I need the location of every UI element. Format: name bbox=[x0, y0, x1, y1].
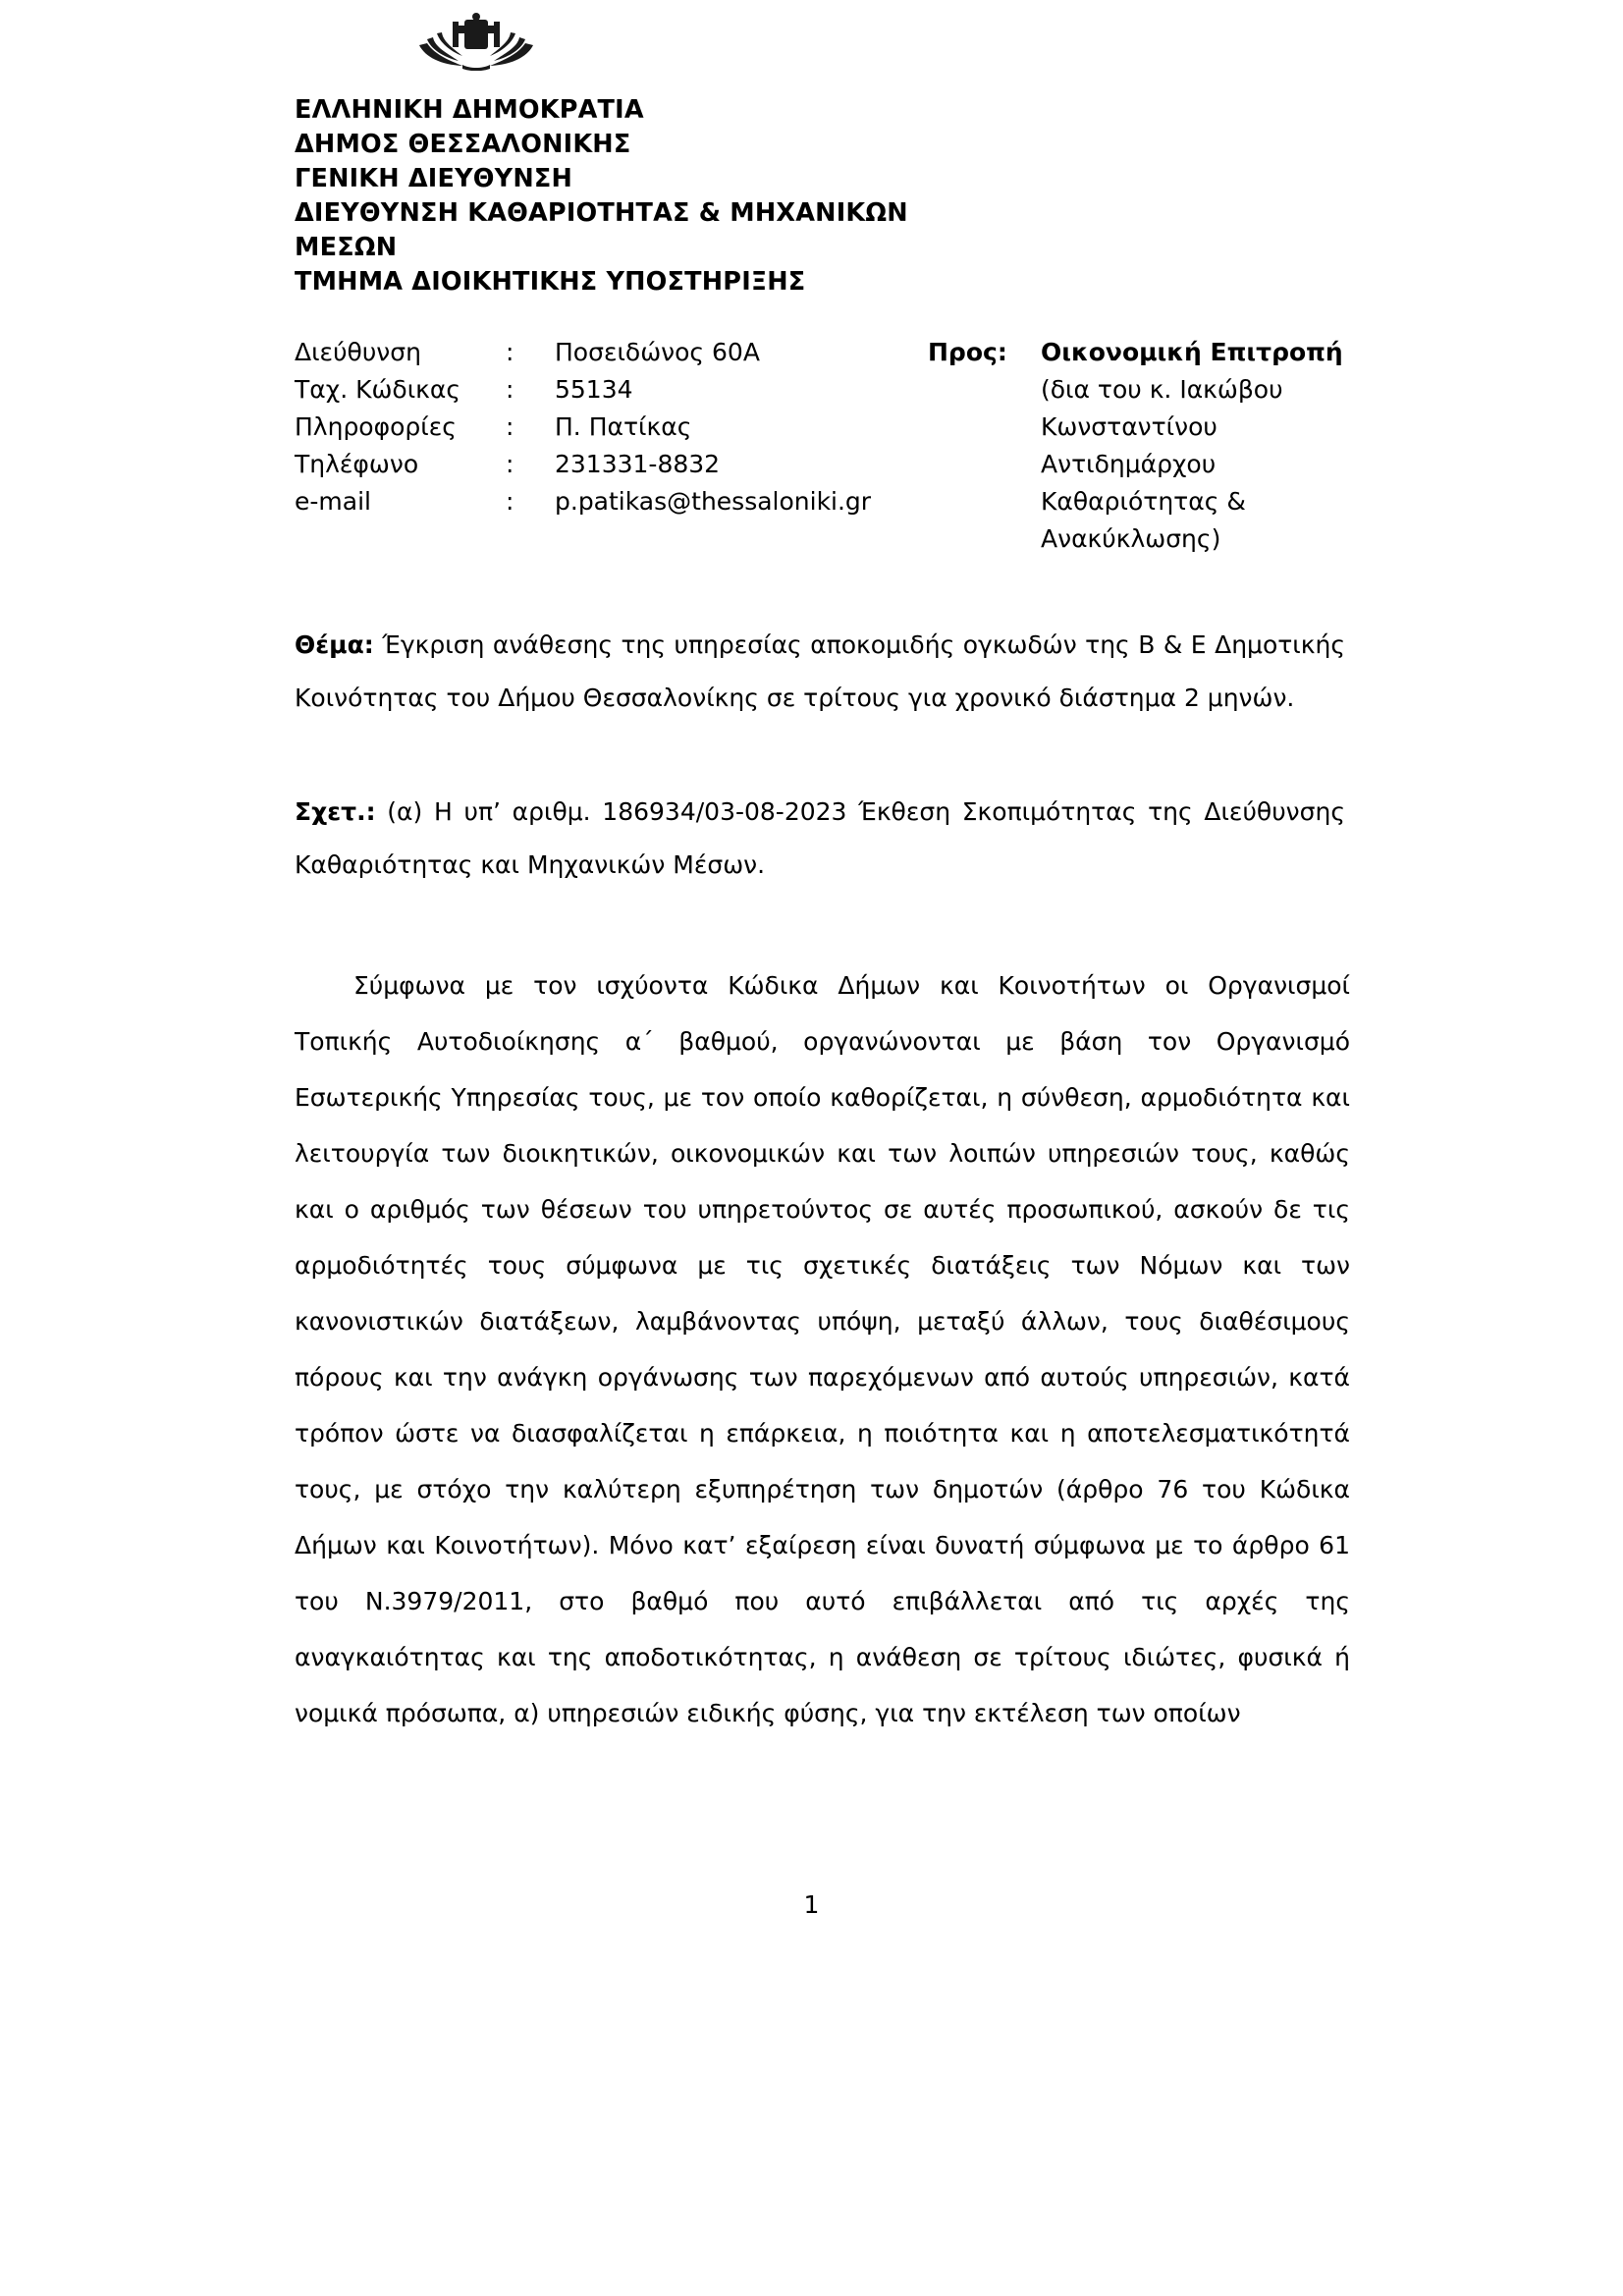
recipient-detail-lines bbox=[1041, 371, 1350, 558]
contact-row bbox=[295, 334, 923, 371]
contact-colon: : bbox=[506, 412, 514, 441]
body-paragraph: Σύμφωνα με τον ισχύοντα Κώδικα Δήμων και Κοινοτήτων οι Οργανισμοί Τοπικής Αυτοδιοίκησης α΄ βαθμού, οργανώνονται με βάση τον Οργανισμό Εσωτερικής Υπηρεσίας τους, με τον οποίο καθορίζεται, η σύνθεση, αρμοδιότητα και λειτουργία των διοικητικών, οικονομικών και των λοιπών υπηρεσιών τους, καθώς και ο αριθμός των θέσεων του υπηρετούντος σε αυτές προσωπικού, ασκούν δε τις αρμοδιότητές τους σύμφωνα με τις σχετικές διατάξεις των Νόμων και των κανονιστικών διατάξεων, λαμβάνοντας υπόψη, μεταξύ άλλων, τους διαθέσιμους πόρους και την ανάγκη οργάνωσης των παρεχόμενων από αυτούς υπηρεσιών, κατά τρόπον ώστε να διασφαλίζεται η επάρκεια, η ποιότητα και η αποτελεσματικότητά τους, με στόχο την καλύτερη εξυπηρέτηση των δημοτών (άρθρο 76 του Κώδικα Δήμων και Κοινοτήτων). Μόνο κατ’ εξαίρεση είναι δυνατή σύμφωνα με το άρθρο 61 του Ν.3979/2011, στο βαθμό που αυτό επιβάλλεται από τις αρχές της αναγκαιότητας και της αποδοτικότητας, η ανάθεση σε τρίτους ιδιώτες, φυσικά ή νομικά πρόσωπα, α) υπηρεσιών ειδικής φύσης, για την εκτέλεση των οποίων bbox=[295, 971, 1350, 1727]
contact-label-address: Διεύθυνση bbox=[295, 338, 421, 366]
contact-row bbox=[295, 371, 923, 409]
letterhead-line-3: ΓΕΝΙΚΗ ΔΙΕΥΘΥΝΣΗ bbox=[295, 164, 573, 193]
subject-block bbox=[295, 619, 1345, 725]
contact-value-postcode: 55134 bbox=[555, 375, 633, 404]
recipient-line: (δια του κ. Ιακώβου bbox=[1041, 375, 1283, 404]
letterhead-line-4: ΔΙΕΥΘΥΝΣΗ ΚΑΘΑΡΙΟΤΗΤΑΣ & ΜΗΧΑΝΙΚΩΝ bbox=[295, 198, 908, 228]
contact-colon: : bbox=[506, 375, 514, 404]
contact-colon: : bbox=[506, 338, 514, 366]
contact-label-info: Πληροφορίες bbox=[295, 412, 457, 441]
reference-text: (α) Η υπ’ αριθμ. 186934/03-08-2023 Έκθεση Σκοπιμότητας της Διεύθυνσης Καθαριότητας και Μηχανικών Μέσων. bbox=[295, 797, 1345, 879]
contact-value-phone: 231331-8832 bbox=[555, 450, 721, 478]
recipient-line: Ανακύκλωσης) bbox=[1041, 524, 1221, 553]
contact-colon: : bbox=[506, 450, 514, 478]
contact-value-email: p.patikas@thessaloniki.gr bbox=[555, 487, 872, 516]
subject-text: Έγκριση ανάθεσης της υπηρεσίας αποκομιδής ογκωδών της Β & Ε Δημοτικής Κοινότητας του Δήμου Θεσσαλονίκης σε τρίτους για χρονικό διάστημα 2 μηνών. bbox=[295, 630, 1345, 712]
reference-label: Σχετ.: bbox=[295, 797, 376, 826]
contact-row bbox=[295, 446, 923, 483]
recipient-line: Αντιδημάρχου bbox=[1041, 450, 1217, 478]
greek-republic-emblem bbox=[407, 12, 545, 71]
letterhead-line-5: ΜΕΣΩΝ bbox=[295, 233, 398, 262]
contact-value-address: Ποσειδώνος 60Α bbox=[555, 338, 760, 366]
letterhead-line-6: ΤΜΗΜΑ ΔΙΟΙΚΗΤΙΚΗΣ ΥΠΟΣΤΗΡΙΞΗΣ bbox=[295, 267, 806, 297]
reference-block bbox=[295, 786, 1345, 892]
contact-label-postcode: Ταχ. Κώδικας bbox=[295, 375, 461, 404]
contact-details bbox=[295, 334, 923, 520]
recipient-name: Οικονομική Επιτροπή bbox=[1041, 338, 1343, 366]
letterhead-line-1: ΕΛΛΗΝΙΚΗ ΔΗΜΟΚΡΑΤΙΑ bbox=[295, 95, 644, 125]
page-number: 1 bbox=[803, 1890, 820, 1919]
contact-row bbox=[295, 409, 923, 446]
contact-label-email: e-mail bbox=[295, 487, 371, 516]
recipient-line: Καθαριότητας & bbox=[1041, 487, 1246, 516]
contact-row bbox=[295, 483, 923, 520]
contact-label-phone: Τηλέφωνο bbox=[295, 450, 419, 478]
letterhead-line-2: ΔΗΜΟΣ ΘΕΣΣΑΛΟΝΙΚΗΣ bbox=[295, 130, 631, 159]
subject-label: Θέμα: bbox=[295, 630, 374, 659]
recipient-line: Κωνσταντίνου bbox=[1041, 412, 1217, 441]
contact-colon: : bbox=[506, 487, 514, 516]
letterhead bbox=[295, 93, 982, 300]
recipient-header bbox=[928, 334, 1350, 371]
recipient-label: Προς: bbox=[928, 338, 1007, 366]
recipient-block bbox=[928, 334, 1350, 558]
contact-value-info: Π. Πατίκας bbox=[555, 412, 692, 441]
